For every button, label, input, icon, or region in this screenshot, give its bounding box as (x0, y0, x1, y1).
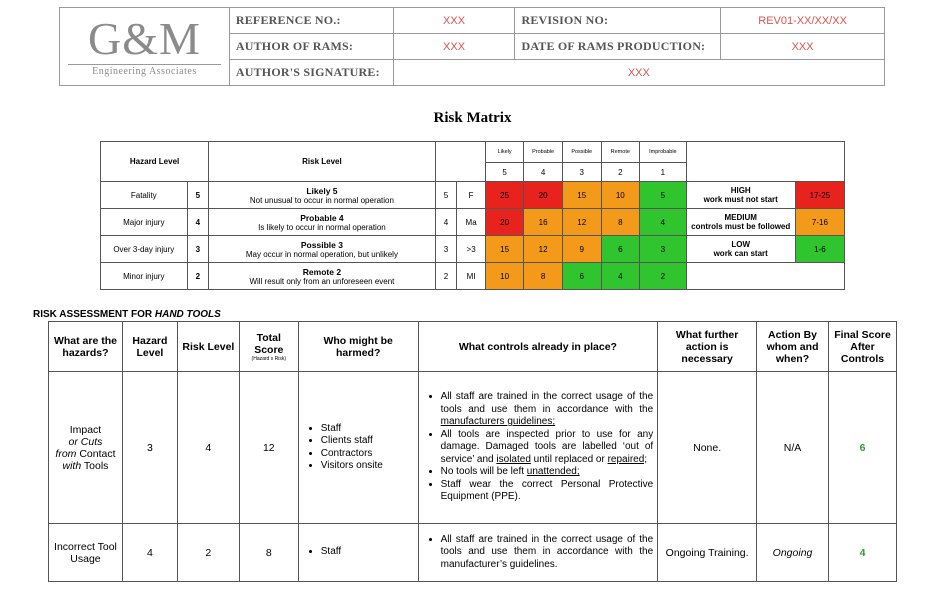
matrix-score-cell: 20 (524, 182, 563, 209)
hazard-label: Minor injury (101, 263, 188, 290)
likelihood-label: Improbable (640, 142, 687, 163)
legend-label: HIGH work must not start (686, 182, 795, 209)
list-item: • Contractors (321, 448, 414, 461)
revision-value: REV01-XX/XX/XX (721, 8, 885, 34)
matrix-row (101, 182, 845, 209)
total-score-value: 12 (239, 372, 298, 524)
col-controls: What controls already in place? (418, 322, 658, 372)
matrix-score-cell: 15 (485, 236, 523, 263)
col-total-score: Total Score (Hazard x Risk) (239, 322, 298, 372)
matrix-score-cell: 8 (524, 263, 563, 290)
risk-matrix-title: Risk Matrix (433, 110, 512, 126)
list-item: • Staff wear the correct Personal Protective Equipment (PPE). (441, 479, 654, 504)
risk-description: Likely 5 Not unusual to occur in normal operation (209, 182, 436, 209)
matrix-score-cell: 25 (485, 182, 523, 209)
matrix-row (101, 236, 845, 263)
signature-label: AUTHOR'S SIGNATURE: (229, 60, 393, 86)
list-item: • Clients staff (321, 435, 414, 448)
legend-label: LOW work can start (686, 236, 795, 263)
risk-level-header: Risk Level (209, 142, 436, 182)
legend-empty (686, 263, 844, 290)
legend-range: 7-16 (795, 209, 844, 236)
hazard-label: Major injury (101, 209, 188, 236)
total-score-value: 8 (239, 524, 298, 582)
list-item: • All tools are inspected prior to use for any damage. Damaged tools are labelled ‘out of service’ and isolated until replaced or repaired; (441, 429, 654, 467)
col-risk-level: Risk Level (177, 322, 239, 372)
col-further: What further action is necessary (658, 322, 757, 372)
hazard-code: >3 (457, 236, 486, 263)
matrix-score-cell: 12 (562, 209, 601, 236)
list-item: • All staff are trained in the correct usage of the tools and use them in accordance with the manufacturers guidelines; (441, 391, 654, 429)
col-action: Action By whom and when? (757, 322, 829, 372)
further-action-value: None. (658, 372, 757, 524)
action-value: N/A (757, 372, 829, 524)
risk-description: Possible 3 May occur in normal operation, but unlikely (209, 236, 436, 263)
final-score-value: 6 (828, 372, 896, 524)
legend-range: 17-25 (795, 182, 844, 209)
table-row (49, 524, 897, 582)
likelihood-number: 4 (524, 163, 563, 182)
risk-matrix (100, 141, 845, 290)
hazard-label: Fatality (101, 182, 188, 209)
reference-label: REFERENCE NO.: (229, 8, 393, 34)
likelihood-label: Possible (562, 142, 601, 163)
likelihood-label: Remote (601, 142, 640, 163)
document-header (59, 7, 885, 86)
likelihood-label: Probable (524, 142, 563, 163)
hazard-number: 3 (187, 236, 209, 263)
date-value: XXX (721, 34, 885, 60)
hazard-number: 5 (187, 182, 209, 209)
col-final-score: Final Score After Controls (828, 322, 896, 372)
risk-number: 2 (435, 263, 457, 290)
hazard-cell: Impact or Cuts from Contact with Tools (49, 372, 123, 524)
risk-number: 3 (435, 236, 457, 263)
likelihood-number: 3 (562, 163, 601, 182)
risk-description: Probable 4 Is likely to occur in normal operation (209, 209, 436, 236)
author-value: XXX (393, 34, 515, 60)
signature-value: XXX (393, 60, 884, 86)
hazard-code: Ma (457, 209, 486, 236)
matrix-score-cell: 12 (524, 236, 563, 263)
list-item: • Visitors onsite (321, 460, 414, 473)
matrix-score-cell: 6 (601, 236, 640, 263)
list-item: • All staff are trained in the correct usage of the tools and use them in accordance with the manufacturer’s guidelines. (441, 534, 654, 572)
section-title: RISK ASSESSMENT FOR HAND TOOLS (33, 309, 221, 320)
matrix-score-cell: 4 (601, 263, 640, 290)
matrix-score-cell: 16 (524, 209, 563, 236)
action-value: Ongoing (757, 524, 829, 582)
hazard-label: Over 3-day injury (101, 236, 188, 263)
final-score-value: 4 (828, 524, 896, 582)
controls-cell (418, 524, 658, 582)
matrix-score-cell: 20 (485, 209, 523, 236)
col-hazard-level: Hazard Level (122, 322, 177, 372)
reference-value: XXX (393, 8, 515, 34)
col-who: Who might be harmed? (298, 322, 418, 372)
controls-cell (418, 372, 658, 524)
risk-level-value: 2 (177, 524, 239, 582)
matrix-score-cell: 5 (640, 182, 687, 209)
further-action-value: Ongoing Training. (658, 524, 757, 582)
hazard-number: 2 (187, 263, 209, 290)
hazard-code: MI (457, 263, 486, 290)
risk-number: 4 (435, 209, 457, 236)
list-item: • No tools will be left unattended; (441, 466, 654, 479)
matrix-row (101, 263, 845, 290)
hazard-number: 4 (187, 209, 209, 236)
table-row (49, 372, 897, 524)
matrix-score-cell: 8 (601, 209, 640, 236)
who-cell (298, 372, 418, 524)
date-label: DATE OF RAMS PRODUCTION: (515, 34, 721, 60)
list-item: • Staff (321, 423, 414, 436)
risk-level-value: 4 (177, 372, 239, 524)
matrix-score-cell: 9 (562, 236, 601, 263)
hazard-cell: Incorrect Tool Usage (49, 524, 123, 582)
revision-label: REVISION NO: (515, 8, 721, 34)
likelihood-number: 2 (601, 163, 640, 182)
matrix-score-cell: 2 (640, 263, 687, 290)
hazard-level-value: 3 (122, 372, 177, 524)
col-hazards: What are the hazards? (49, 322, 123, 372)
legend-label: MEDIUM controls must be followed (686, 209, 795, 236)
likelihood-number: 5 (485, 163, 523, 182)
risk-assessment-table (48, 321, 897, 582)
hazard-level-value: 4 (122, 524, 177, 582)
hazard-code: F (457, 182, 486, 209)
matrix-score-cell: 15 (562, 182, 601, 209)
risk-number: 5 (435, 182, 457, 209)
matrix-row (101, 209, 845, 236)
company-logo: G&M Engineering Associates (60, 8, 230, 86)
legend-range: 1-6 (795, 236, 844, 263)
likelihood-label: Likely (485, 142, 523, 163)
who-cell (298, 524, 418, 582)
matrix-score-cell: 6 (562, 263, 601, 290)
matrix-score-cell: 10 (601, 182, 640, 209)
likelihood-number: 1 (640, 163, 687, 182)
matrix-score-cell: 3 (640, 236, 687, 263)
matrix-score-cell: 10 (485, 263, 523, 290)
list-item: • Staff (321, 546, 414, 559)
table-header-row (49, 322, 897, 372)
author-label: AUTHOR OF RAMS: (229, 34, 393, 60)
matrix-score-cell: 4 (640, 209, 687, 236)
risk-description: Remote 2 Will result only from an unforeseen event (209, 263, 436, 290)
hazard-level-header: Hazard Level (101, 142, 209, 182)
